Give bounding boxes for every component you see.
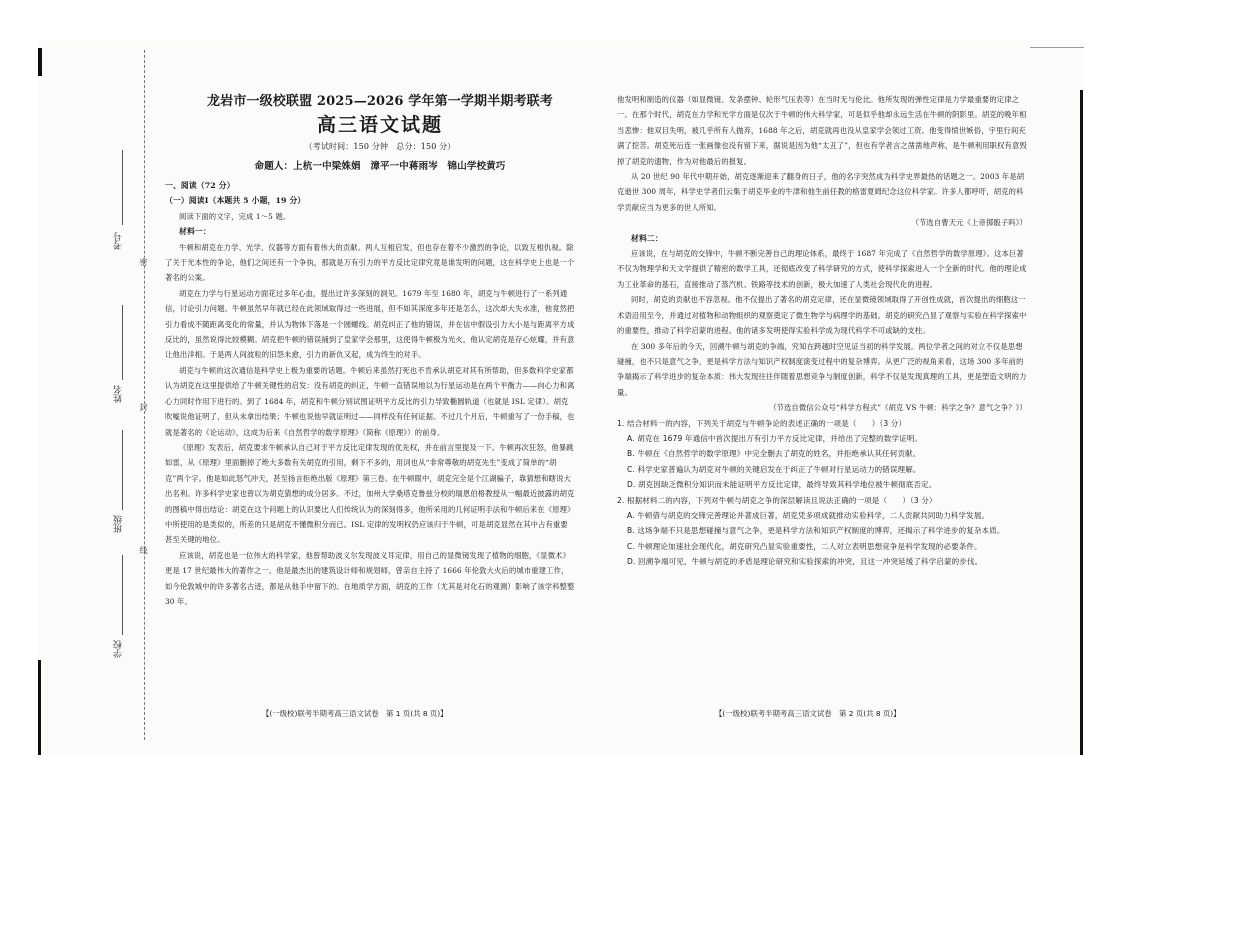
paragraph: 在 300 多年后的今天，回溯牛顿与胡克的争端，究知在跨越时空见证当初的科学发展。两位学者之间的对立不仅是思想碰撞，也不只是意气之争，更是科学方法与知识产权制度演变过程中的复杂博弈。从更广泛的视角来看，这场 300 多年前的争端揭示了科学进步的复杂本质：伟大发现往往伴随着思想竞争与制度创新，科学不仅是发现真理的工具，更是塑造文明的力量。 — [617, 341, 1027, 397]
question-option: C. 科学史家普遍认为胡克对牛顿的关键启发在于纠正了牛顿对行星运动力的错误理解。 — [627, 464, 921, 474]
paragraph: 应该说，胡克也是一位伟大的科学家，他曾帮助波义尔发现波义耳定律，用自己的显微镜发现了植物的细胞，《显微术》更是 17 世纪最伟大的著作之一。他是最杰出的建筑设计师和规划师，曾亲自主持了 1666 年伦敦大火后的城市重建工作，如今伦敦城中的许多著名古迹，都是从他手中留下的。在地质学方面，胡克的工作（尤其是对化石的观测）影响了该学科整整 30 年。 — [165, 550, 575, 606]
scan-edge-mark — [38, 660, 41, 755]
paragraph: 应该说，在与胡克的交锋中，牛顿不断完善自己的理论体系，最终于 1687 年完成了《自然哲学的数学原理》。这本巨著不仅为物理学和天文学提供了精密的数学工具，还彻底改变了科学研究的方式，使科学探索进入一个全新的时代。他的理论成为工业革命的基石，直接推动了蒸汽机、铁路等技术的创新，极大加速了人类社会现代化的进程。 — [617, 249, 1027, 289]
page-footer: 【(一级校)联考半期考高三语文试卷 第 1 页(共 8 页)】 — [262, 709, 448, 718]
label-class: 班级 — [114, 515, 124, 533]
authors: 命题人：上杭一中梁姝娟 漳平一中蒋雨岑 锦山学校黄巧 — [254, 161, 506, 172]
exam-meta: （考试时间：150 分钟 总分：150 分） — [304, 142, 456, 151]
page-1-column — [165, 92, 575, 609]
section-heading: 一、阅读（72 分） — [165, 181, 235, 190]
seal-mark: 线 — [139, 546, 148, 554]
paragraph: 牛顿和胡克在力学、光学、仪器等方面有着伟大的贡献。两人互相启发，但也存在着不少激烈的争论，以致互相仇视。除了关于光本性的争论，他们之间还有一个争执，那就是万有引力的平方反比定律究竟是谁发明的问题，这在科学史上也是一个著名的公案。 — [165, 242, 575, 283]
label-school: 学校 — [114, 640, 124, 658]
paragraph: 胡克与牛顿的这次通信是科学史上极为重要的话题。牛顿后来虽然打死也不肯承认胡克对其有所帮助，但多数科学史家都认为胡克在这里提供给了牛顿关键性的启发：没有胡克的纠正，牛顿一直错误地以为行星运动是在两个平衡力——向心力和离心力同时作用下进行的。到了 1684 年，胡克和牛顿分别试图证明平方反比的引力导致椭圆轨道（也就是 ISL 定律）。胡克吹嘘说他证明了，但从未拿出结果；牛顿也说他早就证明过——同样没有任何证据。不过几个月后，牛顿重写了一份手稿，也就是著名的《论运动》，这成为后来《自然哲学的数学原理》（简称《原理》）的前身。 — [165, 365, 575, 437]
question-option: A. 胡克在 1679 年通信中首次提出万有引力平方反比定律，并给出了完整的数学证明。 — [627, 433, 923, 443]
binding-dashed-line — [144, 50, 145, 740]
material-label: 材料一： — [179, 227, 211, 237]
question-stem: 1. 结合材料一的内容，下列关于胡克与牛顿争论的表述正确的一项是（ ）（3 分） — [617, 418, 907, 428]
source-note: （节选自曹天元《上帝掷骰子吗》） — [911, 218, 1027, 228]
label-exam-number: 考号 — [114, 232, 124, 250]
paragraph: 他发明和制造的仪器（如显微镜、发条摆钟、轮形气压表等）在当时无与伦比。他所发现的弹性定律是力学最重要的定律之一。在那个时代，胡克在力学和光学方面是仅次于牛顿的伟大科学家，可是似乎他却永远生活在牛顿的阴影里。胡克的晚年相当悲惨：他双目失明，被几乎所有人抛弃，1688 年之后，胡克就再也没从皇家学会领过工资。他变得愤世嫉俗，宇里行间充满了挖苦。胡克死后连一张画像也没有留下来，据说是因为他“太丑了”，但也有学者言之凿凿地声称，是牛顿利用职权有意毁掉了胡克的遗物，作为对他最后的报复。 — [617, 95, 1027, 166]
question-option: B. 这场争端不只是思想碰撞与意气之争，更是科学方法和知识产权制度的博弈，还揭示了科学进步的复杂本质。 — [627, 526, 1005, 536]
seal-mark: 封 — [139, 403, 148, 411]
paragraph: 从 20 世纪 90 年代中期开始，胡克逐渐迎来了翻身的日子，他的名字突然成为科学史界最热的话题之一。2003 年是胡克逝世 300 周年，科学史学者们云集于胡克毕业的牛津和他生前任教的格雷夏姆纪念这位科学家。许多人都呼吁，胡克的科学贡献应当为更多的世人所知。 — [617, 172, 1025, 212]
fill-in-line — [122, 305, 123, 380]
instruction: 阅读下面的文字，完成 1～5 题。 — [179, 211, 291, 221]
paragraph: 同时，胡克的贡献也不容忽视。他不仅提出了著名的胡克定律，还在显微镜领域取得了开创性成就，首次提出的细胞这一术语沿用至今，并通过对植物和动物组织的观察奠定了微生物学与病理学的基础。胡克的研究凸显了观察与实验在科学探索中的重要性，推动了科学启蒙的进程。他的诸多发明使得实验科学成为现代科学不可或缺的支柱。 — [617, 295, 1027, 336]
question-option: A. 牛顿借与胡克的交锋完善理论并著成巨著，胡克凭多项成就推动实验科学，二人贡献共同助力科学发展。 — [627, 510, 990, 520]
scan-edge-mark — [38, 48, 42, 76]
question-option: B. 牛顿在《自然哲学的数学原理》中完全删去了胡克的姓名，并拒绝承认其任何贡献。 — [627, 449, 921, 459]
question-option: D. 胡克因缺乏微积分知识而未能证明平方反比定律，最终导致其科学地位被牛顿彻底否定。 — [627, 480, 937, 490]
material-label: 材料二： — [631, 233, 663, 243]
label-name: 姓名 — [114, 385, 124, 403]
subsection-heading: （一）阅读Ⅰ（本题共 5 小题，19 分） — [165, 196, 306, 206]
page-2-column — [617, 92, 1027, 570]
question-option: C. 牛顿理论加速社会现代化，胡克研究凸显实验重要性，二人对立表明思想竞争是科学发现的必要条件。 — [627, 541, 982, 551]
exam-title: 龙岩市一级校联盟 2025—2026 学年第一学期半期考联考 — [207, 94, 553, 109]
subject-title: 高三语文试题 — [316, 114, 443, 136]
fill-in-line — [122, 150, 123, 225]
fill-in-line — [122, 555, 123, 635]
question-option: D. 回溯争端可见，牛顿与胡克的矛盾是理论研究和实验探索的冲突，且这一冲突延缓了科学启蒙的步伐。 — [627, 557, 983, 567]
paragraph: 《原理》发表后，胡克要求牛顿承认自己对于平方反比定律发现的优先权，并在前言里提及一下。牛顿再次狂怒，他暴跳如雷，从《原理》里面删掉了绝大多数有关胡克的引用，剩下不多的，用词也从“非常尊敬的胡克先生”变成了简单的“胡克”两个字。他是如此怒气冲天，甚至扬言拒绝出版《原理》第三卷。在牛顿眼中，胡克完全是个江湖骗子，靠猜想和瞎说大出名利。许多科学史家也曾以为胡克猜想的成分居多。不过，加州大学桑塔克鲁兹分校的瑞恩伯格教授从一幅最近披露的胡克的图稿中得出结论：胡克在这个问题上的认识要比人们传统认为的深刻得多，他所采用的几何证明手法和牛顿后来在《原理》中所使用的是类似的，所差的只是胡克不懂微积分而已。ISL 定律的发明权仍应该归于牛顿，可是胡克显然在其中占有重要甚至关键的地位。 — [165, 442, 575, 545]
scan-edge-mark — [1030, 47, 1084, 48]
page-footer: 【(一级校)联考半期考高三语文试卷 第 2 页(共 8 页)】 — [715, 709, 901, 718]
scan-edge-mark — [1080, 90, 1083, 755]
paragraph: 胡克在力学与行星运动方面花过多年心血，提出过许多深刻的洞见。1679 年至 1680 年，胡克与牛顿进行了一系列通信，讨论引力问题。牛顿虽然早年就已经在此领域取得过一些进展，但不如其深度多年还是怎么，这次却大失水准，他竟然把引力看成不随距离变化的常量，并认为物体下落是一个圆螺线。胡克纠正了他的错误，并在信中假设引力大小是与距离平方成反比的，虽然说得比较模糊。胡克把牛顿的错误捅到了皇家学会那里，这使得牛顿极为光火，他认定胡克是存心炫耀，并有意让他出洋相。于是两人间波粒的旧怨未愈，引力的新仇又起，成为终生的对手。 — [165, 288, 575, 360]
question-stem: 2. 根据材料二的内容，下列对牛顿与胡克之争的深层解读且说法正确的一项是（ ）（3 分） — [617, 495, 937, 505]
source-note: （节选自微信公众号“科学方程式”《胡克 VS 牛顿：科学之争？意气之争？》） — [769, 403, 1027, 413]
fill-in-line — [122, 430, 123, 510]
seal-mark: 密 — [139, 258, 148, 266]
